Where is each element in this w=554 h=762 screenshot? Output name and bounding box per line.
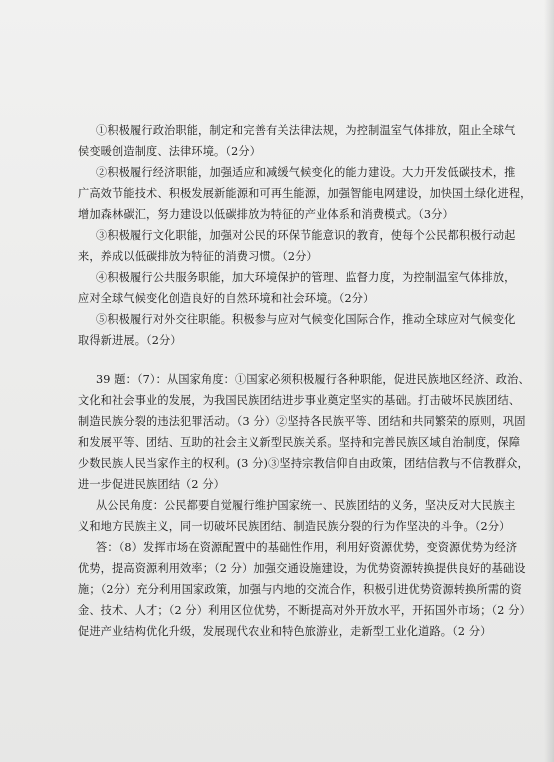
answer-line: 广高效节能技术、积极发展新能源和可再生能源，加强智能电网建设，加快国土绿化进程， xyxy=(78,187,532,200)
answer-line: 39 题：（7）：从国家角度：①国家必须积极履行各种职能，促进民族地区经济、政治、 xyxy=(96,373,530,386)
answer-line: 义和地方民族主义，同一切破坏民族团结、制造民族分裂的行为作坚决的斗争。（2分） xyxy=(78,520,511,533)
page-edge-shadow xyxy=(544,0,554,762)
answer-line: ①积极履行政治职能，制定和完善有关法律法规，为控制温室气体排放，阻止全球气 xyxy=(96,124,516,137)
answer-line: 应对全球气候变化创造良好的自然环境和社会环境。（2分） xyxy=(78,292,375,305)
answer-line: 金、技术、人才；（2 分）利用区位优势，不断提高对外开放水平，开拓国外市场；（2 分） xyxy=(78,604,531,617)
answer-line: 制造民族分裂的违法犯罪活动。（3 分）②坚持各民族平等、团结和共同繁荣的原则，巩固 xyxy=(78,415,526,428)
answer-line: 侯变暖创造制度、法律环境。（2分） xyxy=(78,145,262,158)
answer-line: 从公民角度：公民都要自觉履行维护国家统一、民族团结的义务，坚决反对大民族主 xyxy=(96,499,516,512)
answer-line: 答：（8）发挥市场在资源配置中的基础性作用，利用好资源优势，变资源优势为经济 xyxy=(96,541,518,554)
answer-line: 施；（2分）充分利用国家政策，加强与内地的交流合作，积极引进优势资源转换所需的资 xyxy=(78,583,522,596)
answer-line: ⑤积极履行对外交往职能。积极参与应对气候变化国际合作，推动全球应对气候变化 xyxy=(96,313,516,326)
answer-line: 少数民族人民当家作主的权利。(3 分)③坚持宗教信仰自由政策，团结信教与不信教群众， xyxy=(78,457,529,470)
answer-line: 文化和社会事业的发展，为我国民族团结进步事业奠定坚实的基础。打击破坏民族团结、 xyxy=(78,394,521,407)
answer-line: ③积极履行文化职能，加强对公民的环保节能意识的教育，使每个公民都积极行动起 xyxy=(96,229,516,242)
answer-line: 进一步促进民族团结（2 分） xyxy=(78,478,226,491)
answer-line: 和发展平等、团结、互助的社会主义新型民族关系。坚持和完善民族区域自治制度，保障 xyxy=(78,436,521,449)
answer-line: 促进产业结构优化升级，发展现代农业和特色旅游业，走新型工业化道路。（2 分） xyxy=(78,625,492,638)
answer-line: 取得新进展。（2分） xyxy=(78,334,182,347)
answer-line: 来，养成以低碳排放为特征的消费习惯。（2分） xyxy=(78,250,318,263)
answer-line: 增加森林碳汇，努力建设以低碳排放为特征的产业体系和消费模式。（3分） xyxy=(78,208,454,221)
answer-line: 优势，提高资源利用效率；（2 分）加强交通设施建设，为优势资源转换提供良好的基础设 xyxy=(78,562,526,575)
answer-line: ④积极履行公共服务职能，加大环境保护的管理、监督力度，为控制温室气体排放， xyxy=(96,271,516,284)
answer-line: ②积极履行经济职能，加强适应和减缓气候变化的能力建设。大力开发低碳技术，推 xyxy=(96,166,516,179)
